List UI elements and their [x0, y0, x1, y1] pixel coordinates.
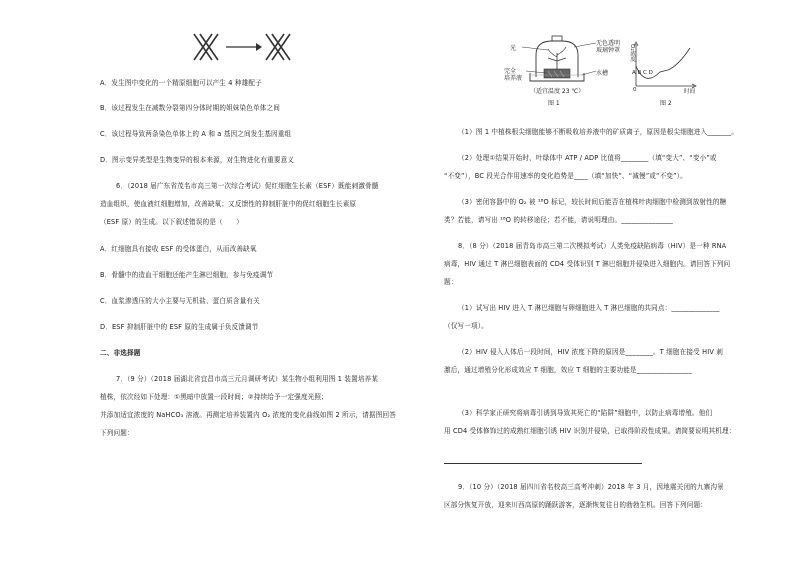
section-heading: 二、非选择题 [100, 349, 141, 357]
q7-part2-line2: “不变”），BC 段光合作用速率的变化趋势是____（填“加快”、“减慢”或“不变”）。 [444, 172, 687, 180]
q8-part3-line1: （3）科学家正研究将病毒引诱到导致其死亡的“陷阱”细胞中，以防止病毒增殖。他们 [458, 409, 713, 417]
q6-option-d: D．ESF 抑制肝脏中的 ESF 原的生成属于负反馈调节 [100, 323, 259, 331]
figure2-caption: 图 2 [660, 100, 672, 107]
culture-container [544, 69, 570, 78]
plant [548, 47, 566, 69]
q7-stem-line1: 7．（9 分）（2018 届湖北省宜昌市高三元月调研考试）某生物小组利用图 1 装置培养某 [116, 375, 379, 383]
crossover-chromosome-figure [190, 30, 300, 64]
q8-part3-line2: 用 CD4 受体修饰过的成熟红细胞引诱 HIV 识别并侵染，已取得阶段性成果。请简要说明其机理： [444, 427, 736, 435]
q8-stem-line2: 病毒，HIV 通过 T 淋巴细胞表面的 CD4 受体识别 T 淋巴细胞并侵染进入细胞内。请回答下列问 [444, 260, 731, 268]
q7-stem-line2: 植株，依次经如下处理：①黑暗中放置一段时间；②持续给予一定强度光照； [100, 393, 328, 401]
q6-option-b: B．骨髓中的造血干细胞还能产生淋巴细胞，参与免疫调节 [100, 271, 274, 279]
q6-option-a: A．红细胞具有接收 ESF 的受体蛋白，从而改善缺氧 [100, 245, 257, 253]
figure2-ylabel: O₂浓度 [629, 44, 635, 62]
q5-option-c: C．该过程导致两条染色单体上的 A 和 a 基因之间发生基因重组 [100, 130, 292, 138]
q8-part1-line2: （仅写一项）。 [444, 322, 488, 330]
q8-part2-line1: （2）HIV 侵入人体后一段时间，HIV 浓度下降的原因是________。T 细胞在接受 HIV 刺 [458, 348, 723, 356]
q8-stem-line1: 8．（8 分）（2018 届青岛市高三第二次模拟考试）人类免疫缺陷病毒（HIV）是一种 RNA [458, 242, 727, 250]
figure2-graph [628, 40, 700, 92]
q7-part1: （1）图 1 中植株根尖细胞能够不断吸收培养液中的矿质离子，原因是根尖细胞进入_______。 [458, 128, 739, 136]
chromosome-pair-before [194, 34, 218, 60]
figure1-temp-label: （适宜温度 23 ℃） [530, 88, 585, 95]
q9-stem-line1: 9．（10 分）（2018 届四川省名校高三高考冲刺）2018 年 3 月，因地震关闭的九寨沟景 [458, 483, 724, 491]
q9-stem-line2: 区部分恢复开放，迎来川西高原的踊跃游客，逐渐恢复往日的勃勃生机。回答下列问题： [444, 501, 708, 509]
q5-option-b: B．该过程发生在减数分裂第四分体时期的姐妹染色单体之间 [100, 104, 281, 112]
q5-option-d: D．图示变异类型是生物变异的根本来源，对生物进化有重要意义 [100, 156, 295, 164]
figure2-origin: 0 [633, 87, 637, 93]
q5-option-a: A．发生图中变化的一个精原细胞可以产生 4 种雄配子 [100, 79, 262, 87]
q7-part3-line1: （3）密闭容器中的 O₂ 被 ¹⁸O 标记，较长时间后能否在植株叶肉细胞中检测到放射性的糖 [458, 198, 727, 206]
chromosome-pair-after [266, 34, 290, 60]
figure1-glass-label: 无色透明 [596, 40, 621, 47]
q6-stem-line1: 6．（2018 届广东省茂名市高三第一次综合考试）促红细胞生长素（ESF）既能刺激骨髓 [116, 182, 379, 190]
q8-part1-line1: （1）试写出 HIV 进入 T 淋巴细胞与卵细胞进入 T 淋巴细胞的共同点：______________ [458, 304, 720, 312]
q7-stem-line3: 并添加适宜浓度的 NaHCO₃ 溶液。再测定培养装置内 O₂ 浓度的变化曲线如图 2 所示，请据图回答 [100, 411, 396, 419]
q7-stem-line4: 下列问题： [100, 429, 134, 437]
q8-answer-line [444, 463, 642, 464]
figure2-xlabel: 时间 [684, 89, 696, 95]
figure1-glass-label2: 玻璃钟罩 [596, 47, 621, 54]
q7-part3-line2: 类？若能，请写出 ¹⁸O 的转移途径；若不能，请说明理由。_______________ [444, 216, 673, 224]
q6-option-c: C．血浆渗透压的大小主要与无机盐、蛋白质含量有关 [100, 297, 260, 305]
figure2-point-labels: A B C D [632, 70, 653, 76]
figure1-culture-label2: 培养液 [504, 75, 523, 82]
q7-part2-line1: （2）处理①结果开始时，叶绿体中 ATP / ADP 比值将________（填“变大”、“变小”或 [458, 154, 717, 162]
q8-part2-line2: 激后，通过增殖分化形成效应 T 细胞，效应 T 细胞的主要功能是________________ [444, 366, 692, 374]
figure1-water-label: 水槽 [596, 70, 609, 77]
arrow-icon [226, 43, 262, 51]
figure1-caption: 图 1 [548, 100, 560, 107]
q8-stem-line3: 题： [444, 278, 458, 286]
figure1-light-label: 光 [510, 45, 517, 52]
figure1-culture-label: 完全 [504, 68, 517, 75]
q6-stem-line3: （ESF 原）的生成。以下叙述错误的是（ ） [100, 218, 243, 226]
q6-stem-line2: 造血组织，使血液红细胞增加，改善缺氧；又反馈性的抑制肝脏中的促红细胞生长素原 [100, 200, 357, 208]
